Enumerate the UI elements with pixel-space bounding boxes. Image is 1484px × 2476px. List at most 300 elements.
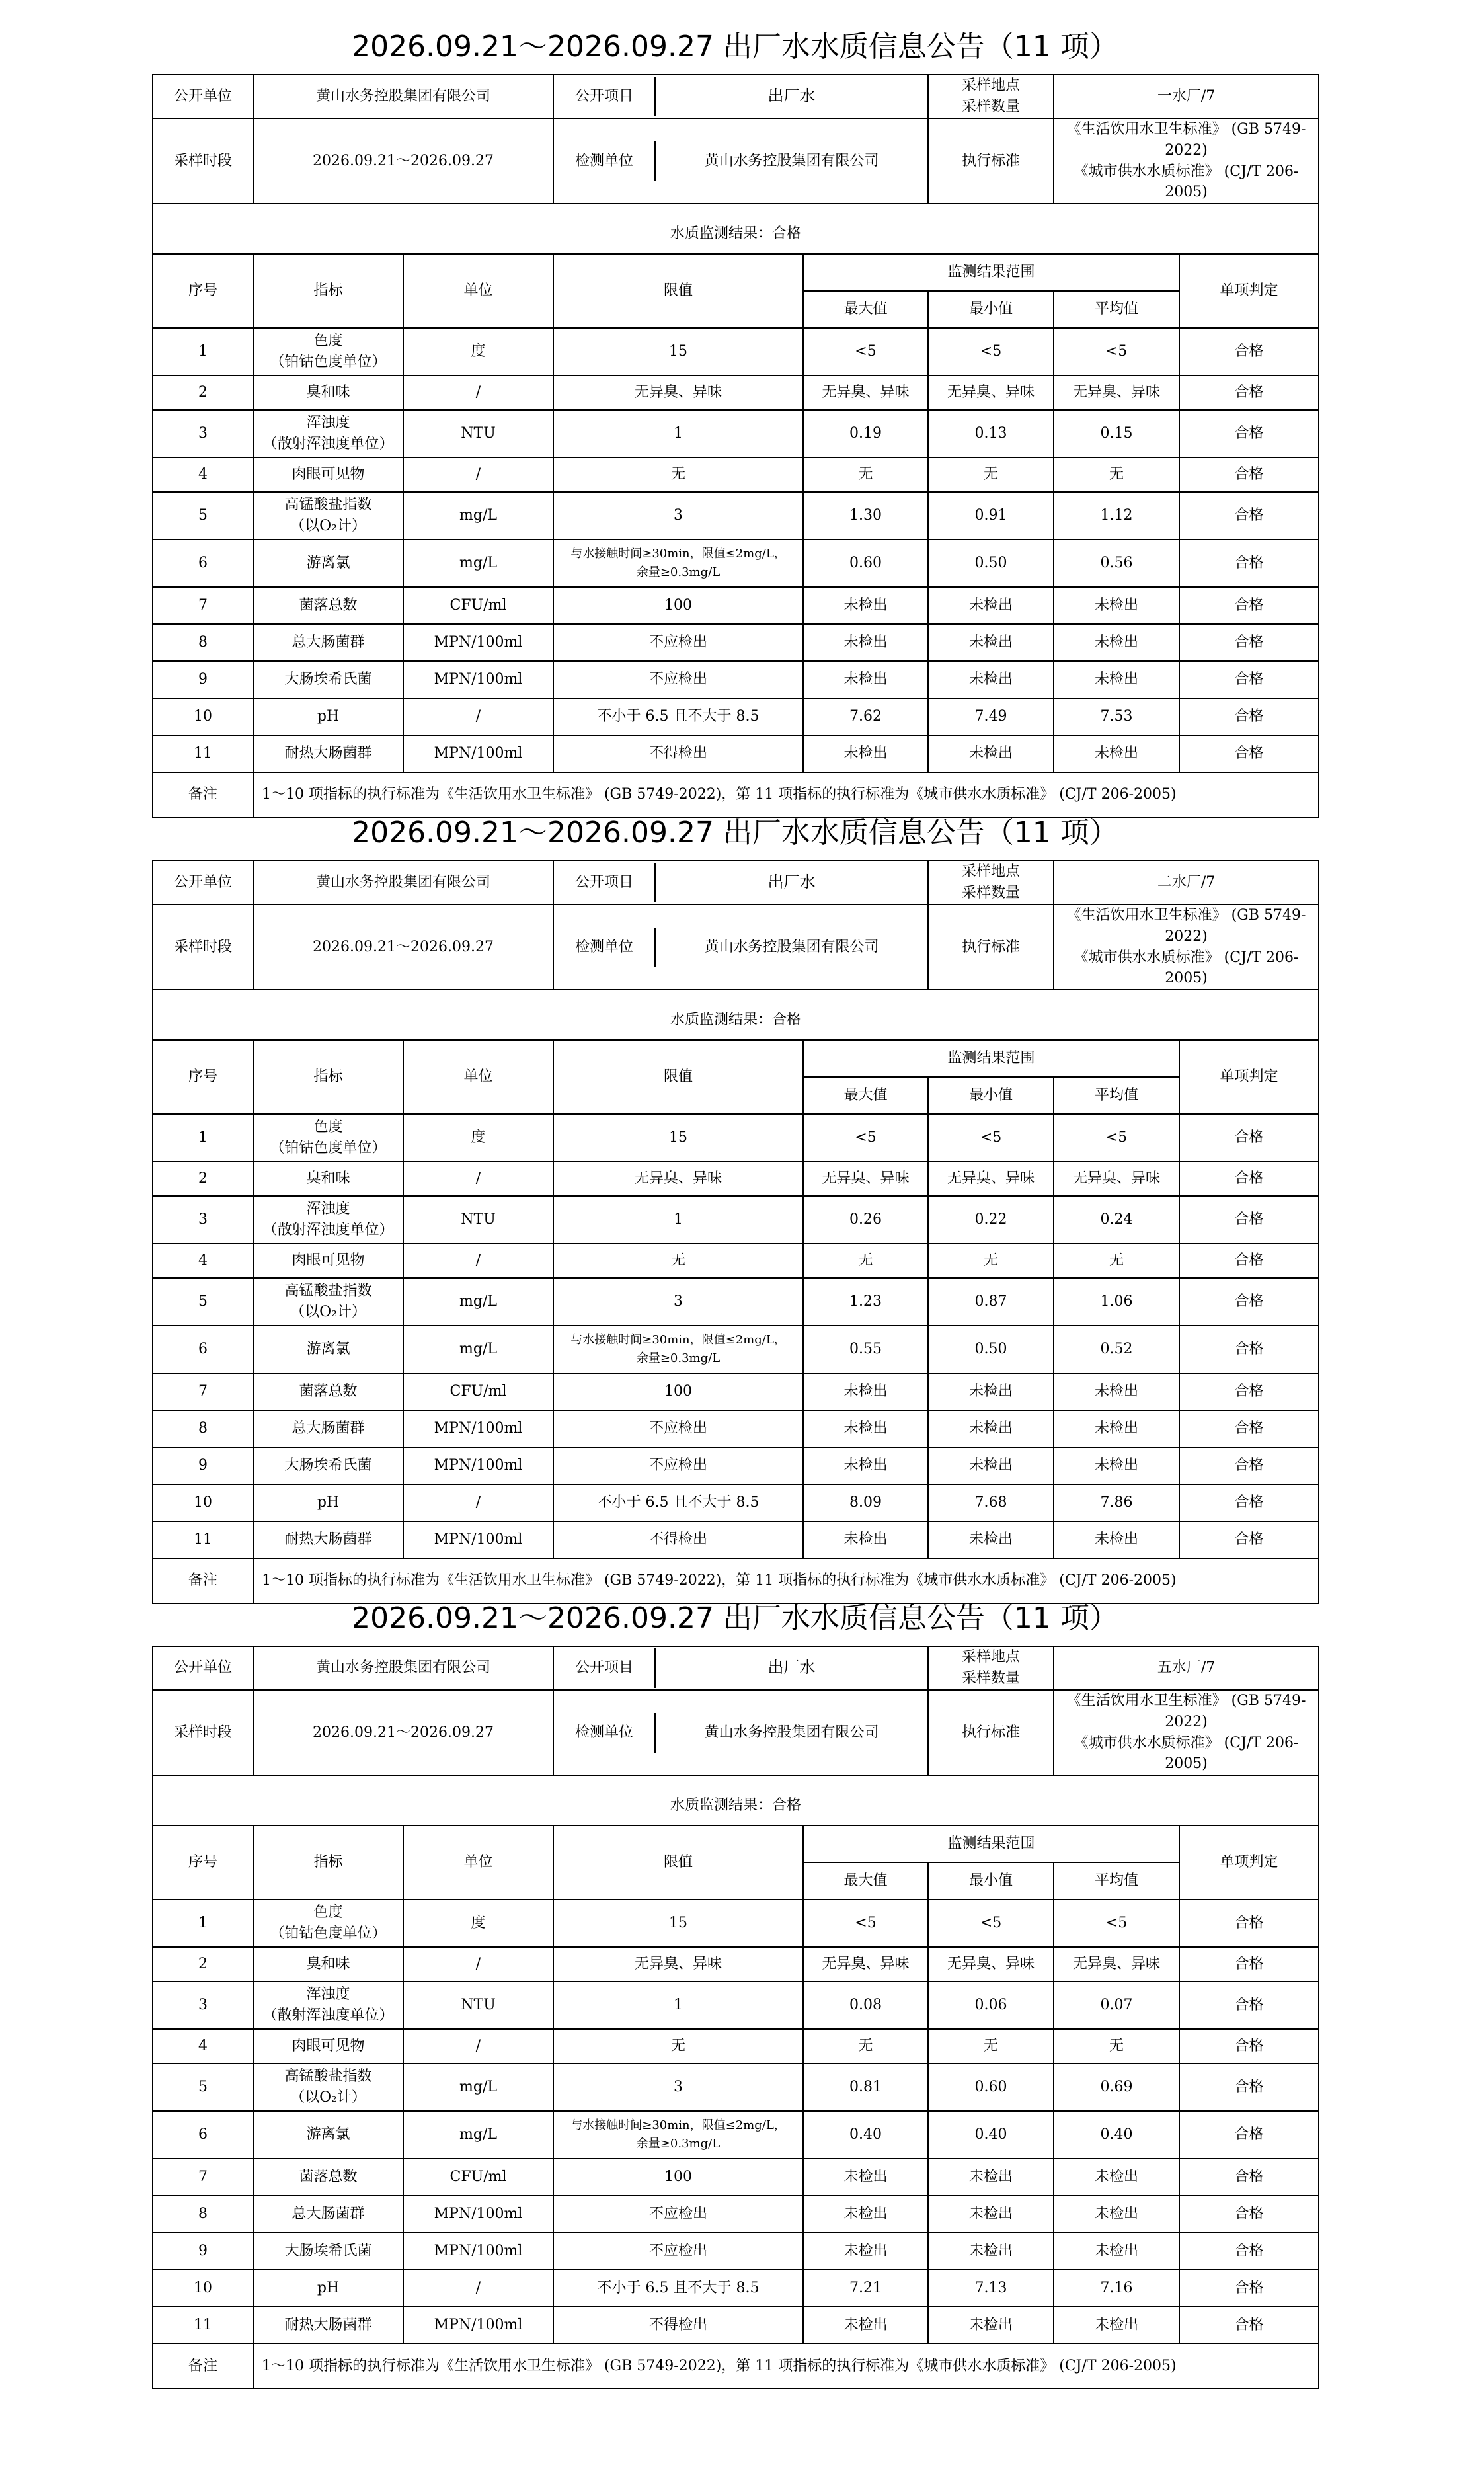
row-min: 未检出 (928, 1447, 1054, 1484)
result-row (153, 1786, 1319, 1825)
row-max: 8.09 (803, 1484, 928, 1521)
row-max: 无异臭、异味 (803, 1162, 928, 1196)
row-limit (553, 661, 803, 698)
row-max: 未检出 (803, 624, 928, 661)
table-row (153, 1521, 1319, 1558)
header-row-unit (153, 861, 1319, 904)
row-avg: 1.06 (1054, 1278, 1179, 1326)
table-row (153, 2029, 1319, 2063)
row-min: 无异臭、异味 (928, 1162, 1054, 1196)
unit-value: 黄山水务控股集团有限公司 (253, 1646, 553, 1690)
col-judge: 单项判定 (1179, 1040, 1319, 1114)
row-no: 3 (153, 410, 253, 458)
row-limit-1: 100 (664, 2169, 693, 2186)
row-judge: 合格 (1179, 328, 1319, 376)
item-label-and-value (553, 75, 928, 118)
row-unit: MPN/100ml (403, 2196, 553, 2233)
table-row (153, 2159, 1319, 2196)
row-index-name: 浑浊度 (306, 1986, 350, 2003)
row-unit: MPN/100ml (403, 1521, 553, 1558)
table-row (153, 1196, 1319, 1244)
col-limit: 限值 (553, 1825, 803, 1899)
row-limit (553, 2233, 803, 2270)
row-no: 1 (153, 328, 253, 376)
row-max: 0.19 (803, 410, 928, 458)
row-avg: 0.40 (1054, 2111, 1179, 2159)
row-index-sub: （铂钴色度单位） (270, 354, 387, 371)
row-unit: / (403, 458, 553, 492)
row-index (253, 1244, 403, 1278)
row-index-name: 总大肠菌群 (292, 2206, 365, 2223)
table-row (153, 1162, 1319, 1196)
row-unit: 度 (403, 1114, 553, 1162)
row-avg: 0.24 (1054, 1196, 1179, 1244)
row-index (253, 1196, 403, 1244)
row-min: 7.13 (928, 2270, 1054, 2307)
row-judge: 合格 (1179, 624, 1319, 661)
row-no: 7 (153, 1373, 253, 1410)
table-row (153, 624, 1319, 661)
row-judge: 合格 (1179, 1162, 1319, 1196)
site-label-2: 采样数量 (962, 98, 1021, 115)
table-row (153, 2270, 1319, 2307)
col-header-row-1 (153, 254, 1319, 291)
row-limit-2: 余量≥0.3mg/L (636, 1351, 721, 1366)
row-limit (553, 698, 803, 735)
row-avg: <5 (1054, 328, 1179, 376)
row-min: 0.40 (928, 2111, 1054, 2159)
period-value: 2026.09.21～2026.09.27 (253, 904, 553, 990)
row-no: 4 (153, 458, 253, 492)
row-index-name: pH (317, 708, 340, 725)
col-avg: 平均值 (1054, 1862, 1179, 1899)
row-index (253, 2063, 403, 2111)
row-index-sub: （铂钴色度单位） (270, 1925, 387, 1942)
row-judge: 合格 (1179, 698, 1319, 735)
row-index (253, 410, 403, 458)
row-min: 0.60 (928, 2063, 1054, 2111)
row-unit: / (403, 698, 553, 735)
row-unit: / (403, 2029, 553, 2063)
row-max: 未检出 (803, 1521, 928, 1558)
table-row (153, 376, 1319, 410)
row-judge: 合格 (1179, 2159, 1319, 2196)
row-min: 无异臭、异味 (928, 376, 1054, 410)
table-row (153, 2063, 1319, 2111)
row-limit (553, 458, 803, 492)
row-unit: mg/L (403, 2063, 553, 2111)
row-limit-1: 无异臭、异味 (635, 1170, 722, 1187)
row-judge: 合格 (1179, 2307, 1319, 2344)
row-limit-1: 与水接触时间≥30min，限值≤2mg/L， (570, 1332, 786, 1347)
note-row (153, 2344, 1319, 2389)
row-limit (553, 1373, 803, 1410)
row-index-name: 色度 (313, 1904, 343, 1921)
row-limit (553, 1196, 803, 1244)
item-value: 出厂水 (767, 1658, 816, 1677)
std-value (1054, 118, 1319, 204)
header-row-period (153, 118, 1319, 204)
row-judge: 合格 (1179, 1373, 1319, 1410)
row-index (253, 1114, 403, 1162)
col-range: 监测结果范围 (803, 1040, 1179, 1077)
table-row (153, 587, 1319, 624)
row-limit-1: 不小于 6.5 且不大于 8.5 (597, 2280, 760, 2297)
row-unit: 度 (403, 1899, 553, 1947)
row-unit: / (403, 2270, 553, 2307)
row-limit-1: 15 (669, 343, 688, 360)
table-row (153, 661, 1319, 698)
row-unit: mg/L (403, 1326, 553, 1373)
row-min: <5 (928, 1114, 1054, 1162)
notice-section (152, 20, 1318, 818)
row-unit: MPN/100ml (403, 735, 553, 772)
row-limit-1: 不小于 6.5 且不大于 8.5 (597, 708, 760, 725)
row-index-name: 大肠埃希氏菌 (284, 2243, 372, 2260)
row-limit-1: 100 (664, 597, 693, 614)
row-min: 未检出 (928, 661, 1054, 698)
row-index-sub: （散射浑浊度单位） (262, 436, 394, 453)
row-limit (553, 2196, 803, 2233)
row-limit (553, 1326, 803, 1373)
col-min: 最小值 (928, 1077, 1054, 1114)
col-no: 序号 (153, 1825, 253, 1899)
table-row (153, 410, 1319, 458)
site-value: 五水厂/7 (1054, 1646, 1319, 1690)
col-avg: 平均值 (1054, 291, 1179, 328)
row-index-name: 菌落总数 (299, 597, 358, 614)
item-value: 出厂水 (767, 873, 816, 892)
row-max: 未检出 (803, 2196, 928, 2233)
table-row (153, 458, 1319, 492)
site-value: 二水厂/7 (1054, 861, 1319, 904)
row-index (253, 1484, 403, 1521)
site-label-2: 采样数量 (962, 1669, 1021, 1687)
row-index (253, 1899, 403, 1947)
row-judge: 合格 (1179, 376, 1319, 410)
row-index-name: pH (317, 1494, 340, 1511)
row-limit (553, 2111, 803, 2159)
table-row (153, 1899, 1319, 1947)
row-index-sub: （以O₂计） (290, 2089, 366, 2106)
row-index (253, 1162, 403, 1196)
row-no: 1 (153, 1114, 253, 1162)
row-judge: 合格 (1179, 1484, 1319, 1521)
row-index-sub: （散射浑浊度单位） (262, 1222, 394, 1239)
row-no: 9 (153, 1447, 253, 1484)
row-judge: 合格 (1179, 1244, 1319, 1278)
table-row (153, 1244, 1319, 1278)
row-index-name: 耐热大肠菌群 (284, 745, 372, 762)
row-limit (553, 2307, 803, 2344)
row-min: 未检出 (928, 587, 1054, 624)
row-limit-1: 1 (674, 1997, 683, 2014)
row-index-name: 肉眼可见物 (292, 466, 365, 483)
row-no: 9 (153, 661, 253, 698)
row-no: 4 (153, 2029, 253, 2063)
row-min: 未检出 (928, 624, 1054, 661)
row-unit: MPN/100ml (403, 624, 553, 661)
row-limit-1: 不应检出 (649, 2206, 708, 2223)
row-limit (553, 1114, 803, 1162)
col-header-row-1 (153, 1040, 1319, 1077)
row-index (253, 492, 403, 539)
table-row (153, 1981, 1319, 2029)
std-line-2: 《城市供水水质标准》 (CJ/T 206-2005) (1074, 163, 1299, 201)
row-no: 10 (153, 698, 253, 735)
row-no: 3 (153, 1196, 253, 1244)
row-judge: 合格 (1179, 2233, 1319, 2270)
row-avg: 无异臭、异味 (1054, 1947, 1179, 1981)
row-max: <5 (803, 328, 928, 376)
row-limit (553, 624, 803, 661)
note-label: 备注 (153, 1558, 253, 1603)
row-limit (553, 1484, 803, 1521)
row-judge: 合格 (1179, 1981, 1319, 2029)
row-avg: 0.52 (1054, 1326, 1179, 1373)
item-value: 出厂水 (767, 87, 816, 106)
row-index (253, 1373, 403, 1410)
row-limit (553, 735, 803, 772)
row-no: 10 (153, 1484, 253, 1521)
col-min: 最小值 (928, 1862, 1054, 1899)
row-min: 0.22 (928, 1196, 1054, 1244)
row-limit (553, 1521, 803, 1558)
water-quality-table (152, 860, 1319, 1604)
row-judge: 合格 (1179, 1947, 1319, 1981)
item-label-and-value (553, 1646, 928, 1690)
col-range: 监测结果范围 (803, 1825, 1179, 1862)
row-avg: 无 (1054, 458, 1179, 492)
row-index-name: 菌落总数 (299, 2169, 358, 2186)
row-avg: 0.15 (1054, 410, 1179, 458)
row-limit-1: 无 (671, 1252, 686, 1269)
row-max: 无 (803, 458, 928, 492)
row-judge: 合格 (1179, 1521, 1319, 1558)
row-limit-1: 不得检出 (649, 1531, 708, 1548)
row-max: 7.21 (803, 2270, 928, 2307)
site-label-1: 采样地点 (962, 77, 1021, 94)
row-index (253, 1278, 403, 1326)
note-label: 备注 (153, 2344, 253, 2389)
table-row (153, 2196, 1319, 2233)
lab-label: 检测单位 (554, 1713, 656, 1753)
table-row (153, 735, 1319, 772)
row-max: 无 (803, 1244, 928, 1278)
row-index-name: 臭和味 (306, 1956, 350, 1973)
unit-label: 公开单位 (153, 1646, 253, 1690)
row-index-name: 游离氯 (306, 2126, 350, 2143)
col-judge: 单项判定 (1179, 1825, 1319, 1899)
row-max: 1.23 (803, 1278, 928, 1326)
row-judge: 合格 (1179, 1114, 1319, 1162)
std-value (1054, 1690, 1319, 1776)
row-avg: 无 (1054, 1244, 1179, 1278)
col-index: 指标 (253, 254, 403, 328)
row-judge: 合格 (1179, 2270, 1319, 2307)
row-unit: mg/L (403, 539, 553, 587)
row-index (253, 328, 403, 376)
table-row (153, 1947, 1319, 1981)
row-max: 未检出 (803, 661, 928, 698)
item-label: 公开项目 (554, 863, 656, 902)
row-min: <5 (928, 1899, 1054, 1947)
unit-label: 公开单位 (153, 75, 253, 118)
row-index (253, 1447, 403, 1484)
row-unit: / (403, 1244, 553, 1278)
row-unit: CFU/ml (403, 2159, 553, 2196)
col-avg: 平均值 (1054, 1077, 1179, 1114)
row-limit (553, 376, 803, 410)
col-unit: 单位 (403, 254, 553, 328)
header-row-period (153, 1690, 1319, 1776)
row-index-name: 总大肠菌群 (292, 634, 365, 651)
result-row (153, 1000, 1319, 1040)
row-avg: 未检出 (1054, 2233, 1179, 2270)
item-label: 公开项目 (554, 77, 656, 116)
row-unit: / (403, 1484, 553, 1521)
row-no: 10 (153, 2270, 253, 2307)
row-min: 未检出 (928, 2307, 1054, 2344)
row-min: 7.49 (928, 698, 1054, 735)
row-avg: 未检出 (1054, 1447, 1179, 1484)
row-no: 2 (153, 1162, 253, 1196)
table-row (153, 539, 1319, 587)
row-judge: 合格 (1179, 661, 1319, 698)
row-avg: <5 (1054, 1114, 1179, 1162)
row-limit (553, 1981, 803, 2029)
row-min: 未检出 (928, 2196, 1054, 2233)
row-judge: 合格 (1179, 1196, 1319, 1244)
row-limit (553, 2159, 803, 2196)
row-limit-1: 无异臭、异味 (635, 384, 722, 401)
row-max: 0.55 (803, 1326, 928, 1373)
row-limit-1: 15 (669, 1915, 688, 1932)
row-limit (553, 2063, 803, 2111)
spacer-row (153, 1775, 1319, 1786)
std-label: 执行标准 (928, 904, 1054, 990)
row-limit-1: 不应检出 (649, 2243, 708, 2260)
row-avg: 7.53 (1054, 698, 1179, 735)
row-index (253, 458, 403, 492)
row-no: 11 (153, 2307, 253, 2344)
table-row (153, 1447, 1319, 1484)
row-min: 未检出 (928, 735, 1054, 772)
row-index (253, 1981, 403, 2029)
header-row-unit (153, 75, 1319, 118)
row-judge: 合格 (1179, 2111, 1319, 2159)
row-min: 未检出 (928, 1410, 1054, 1447)
row-limit-1: 与水接触时间≥30min，限值≤2mg/L， (570, 546, 786, 561)
row-index-name: 高锰酸盐指数 (284, 2068, 372, 2085)
col-limit: 限值 (553, 254, 803, 328)
row-limit (553, 328, 803, 376)
site-label-1: 采样地点 (962, 863, 1021, 880)
site-label-1: 采样地点 (962, 1649, 1021, 1665)
row-limit (553, 1899, 803, 1947)
row-index-name: pH (317, 2280, 340, 2297)
row-index (253, 624, 403, 661)
row-unit: MPN/100ml (403, 1410, 553, 1447)
notice-title: 2026.09.21～2026.09.27 出厂水水质信息公告（11 项） (352, 30, 1118, 63)
row-index-name: 游离氯 (306, 555, 350, 572)
row-max: 未检出 (803, 2159, 928, 2196)
row-limit (553, 1947, 803, 1981)
std-value (1054, 904, 1319, 990)
row-avg: 无 (1054, 2029, 1179, 2063)
col-max: 最大值 (803, 291, 928, 328)
row-index-name: 浑浊度 (306, 415, 350, 432)
row-min: 无 (928, 2029, 1054, 2063)
row-index (253, 587, 403, 624)
row-no: 8 (153, 1410, 253, 1447)
row-avg: 0.07 (1054, 1981, 1179, 2029)
row-unit: NTU (403, 1981, 553, 2029)
row-min: 未检出 (928, 1521, 1054, 1558)
row-index-name: 肉眼可见物 (292, 2038, 365, 2055)
row-max: 未检出 (803, 1447, 928, 1484)
col-no: 序号 (153, 1040, 253, 1114)
row-limit-1: 不应检出 (649, 1420, 708, 1437)
row-no: 2 (153, 1947, 253, 1981)
row-min: 未检出 (928, 2233, 1054, 2270)
spacer-row (153, 204, 1319, 214)
row-limit-2: 余量≥0.3mg/L (636, 565, 721, 580)
std-line-2: 《城市供水水质标准》 (CJ/T 206-2005) (1074, 949, 1299, 987)
row-no: 8 (153, 2196, 253, 2233)
row-index-name: 耐热大肠菌群 (284, 1531, 372, 1548)
row-avg: <5 (1054, 1899, 1179, 1947)
row-max: 0.60 (803, 539, 928, 587)
col-max: 最大值 (803, 1862, 928, 1899)
row-max: 未检出 (803, 587, 928, 624)
lab-value: 黄山水务控股集团有限公司 (704, 938, 879, 955)
row-judge: 合格 (1179, 1278, 1319, 1326)
row-no: 6 (153, 2111, 253, 2159)
row-no: 6 (153, 1326, 253, 1373)
row-limit (553, 1447, 803, 1484)
unit-value: 黄山水务控股集团有限公司 (253, 861, 553, 904)
row-min: 无异臭、异味 (928, 1947, 1054, 1981)
col-max: 最大值 (803, 1077, 928, 1114)
row-judge: 合格 (1179, 1410, 1319, 1447)
row-unit: / (403, 376, 553, 410)
lab-label-and-value (553, 118, 928, 204)
row-unit: MPN/100ml (403, 2233, 553, 2270)
unit-label: 公开单位 (153, 861, 253, 904)
notice-section (152, 1591, 1318, 2389)
row-index (253, 2159, 403, 2196)
row-no: 11 (153, 735, 253, 772)
row-avg: 7.16 (1054, 2270, 1179, 2307)
row-index (253, 2270, 403, 2307)
table-row (153, 2307, 1319, 2344)
header-row-period (153, 904, 1319, 990)
row-max: 未检出 (803, 1373, 928, 1410)
row-judge: 合格 (1179, 410, 1319, 458)
row-judge: 合格 (1179, 1899, 1319, 1947)
site-label (928, 861, 1054, 904)
spacer-row (153, 990, 1319, 1000)
row-avg: 无异臭、异味 (1054, 376, 1179, 410)
row-max: 无异臭、异味 (803, 376, 928, 410)
std-label: 执行标准 (928, 1690, 1054, 1776)
notice-section (152, 806, 1318, 1604)
row-index-name: 高锰酸盐指数 (284, 1283, 372, 1300)
table-row (153, 1373, 1319, 1410)
row-limit (553, 587, 803, 624)
row-no: 5 (153, 2063, 253, 2111)
